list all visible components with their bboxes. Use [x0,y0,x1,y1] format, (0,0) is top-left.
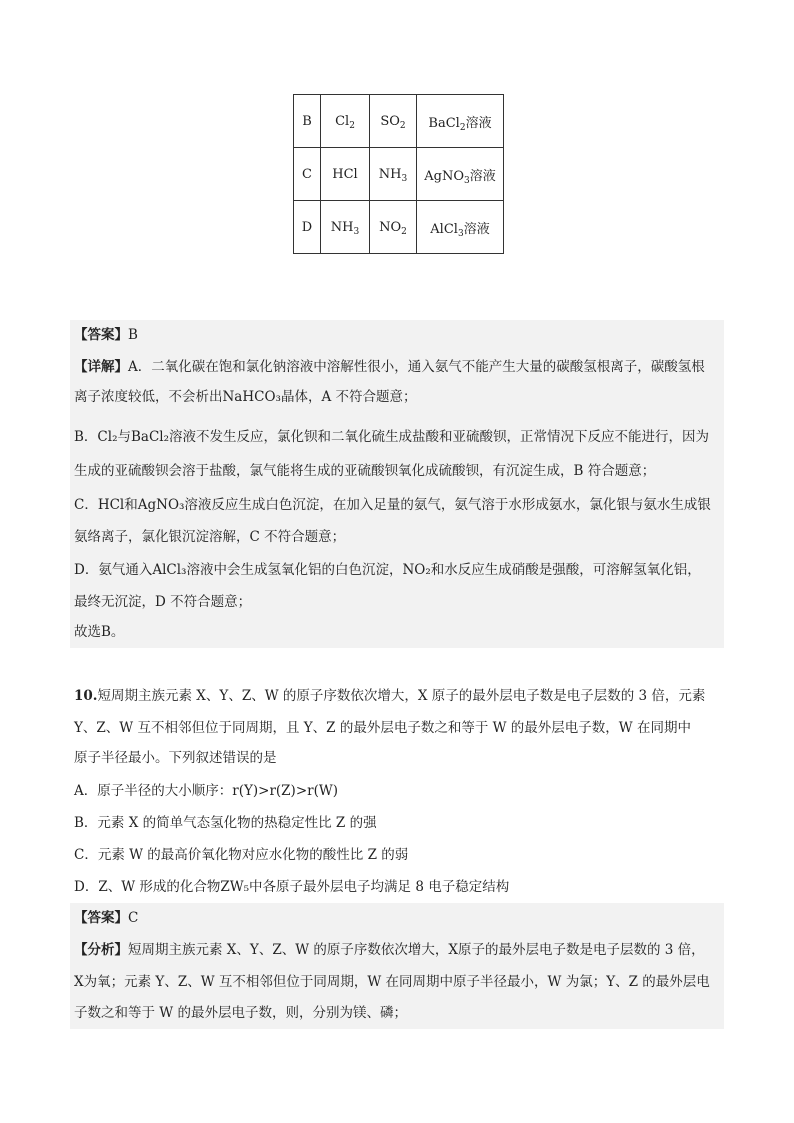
detail-line: C．HCl和AgNO₃溶液反应生成白色沉淀，在加入足量的氨气，氨气溶于水形成氨水，氯化银与氨水生成银 [74,497,711,513]
gas-b: $NH_3$ [370,148,417,201]
detail-line: 氨络离子，氯化银沉淀溶解，C 不符合题意； [74,529,346,545]
analysis-label: 【分析】 [74,942,128,958]
detail-line: D．氨气通入AlCl₃溶液中会生成氢氧化铝的白色沉淀，NO₂和水反应生成硝酸是强酸，可溶解氢氧化铝， [74,562,701,578]
option-letter: D [294,201,321,254]
question-stem-line: Y、Z、W 互不相邻但位于同周期，且 Y、Z 的最外层电子数之和等于 W 的最外层电子数，W 在同期中 [74,720,691,736]
gas-a: $Cl_2$ [321,95,370,148]
detail-label: 【详解】 [74,359,128,375]
answer-value: C [128,910,139,926]
detail-line: B．Cl₂与BaCl₂溶液不发生反应，氯化钡和二氧化硫生成盐酸和亚硫酸钡，正常情况下反应不能进行，因为 [74,429,710,445]
analysis-line: X为氧；元素 Y、Z、W 互不相邻但位于同周期，W 在同周期中原子半径最小，W 为氯；Y、Z 的最外层电 [74,974,710,990]
table-row [294,95,504,148]
detail-line: 离子浓度较低，不会析出NaHCO₃晶体，A 不符合题意； [74,389,417,405]
gas-b: $SO_2$ [370,95,417,148]
option-c: C．元素 W 的最高价氧化物对应水化物的酸性比 Z 的弱 [74,847,409,863]
options-table-wrap [293,94,504,254]
gas-b: $NO_2$ [370,201,417,254]
detail-line: 故选B。 [74,624,125,640]
answer-line [74,908,724,928]
answer-label: 【答案】 [74,327,128,343]
solution: BaCl$_2$溶液 [417,95,504,148]
question-number: 10. [74,688,98,704]
options-table [293,94,504,254]
detail-line: 【详解】A．二氧化碳在饱和氯化钠溶液中溶解性很小，通入氨气不能产生大量的碳酸氢根离子，碳酸氢根 [74,359,705,375]
table-row [294,201,504,254]
analysis-line: 子数之和等于 W 的最外层电子数，则，分别为镁、磷； [74,1005,407,1021]
solution: AgNO$_3$溶液 [417,148,504,201]
question-stem-line: 原子半径最小。下列叙述错误的是 [74,750,277,766]
detail-line: 生成的亚硫酸钡会溶于盐酸，氯气能将生成的亚硫酸钡氧化成硫酸钡，有沉淀生成，B 符合题意； [74,463,656,479]
detail-line: 最终无沉淀，D 不符合题意； [74,594,252,610]
option-d: D．Z、W 形成的化合物ZW₅中各原子最外层电子均满足 8 电子稳定结构 [74,879,510,895]
answer-line [74,325,724,345]
table-row [294,148,504,201]
solution: AlCl$_3$溶液 [417,201,504,254]
gas-a: HCl [321,148,370,201]
option-letter: B [294,95,321,148]
answer-value: B [128,327,138,343]
option-b: B．元素 X 的简单气态氢化物的热稳定性比 Z 的强 [74,815,377,831]
gas-a: $NH_3$ [321,201,370,254]
answer-label: 【答案】 [74,910,128,926]
analysis-line: 【分析】短周期主族元素 X、Y、Z、W 的原子序数依次增大，X原子的最外层电子数是电子层数的 3 倍， [74,942,705,958]
option-a: A．原子半径的大小顺序：r(Y)>r(Z)>r(W) [74,783,339,799]
option-letter: C [294,148,321,201]
question-10-stem: 10.短周期主族元素 X、Y、Z、W 的原子序数依次增大，X 原子的最外层电子数是电子层数的 3 倍，元素 [74,688,706,704]
